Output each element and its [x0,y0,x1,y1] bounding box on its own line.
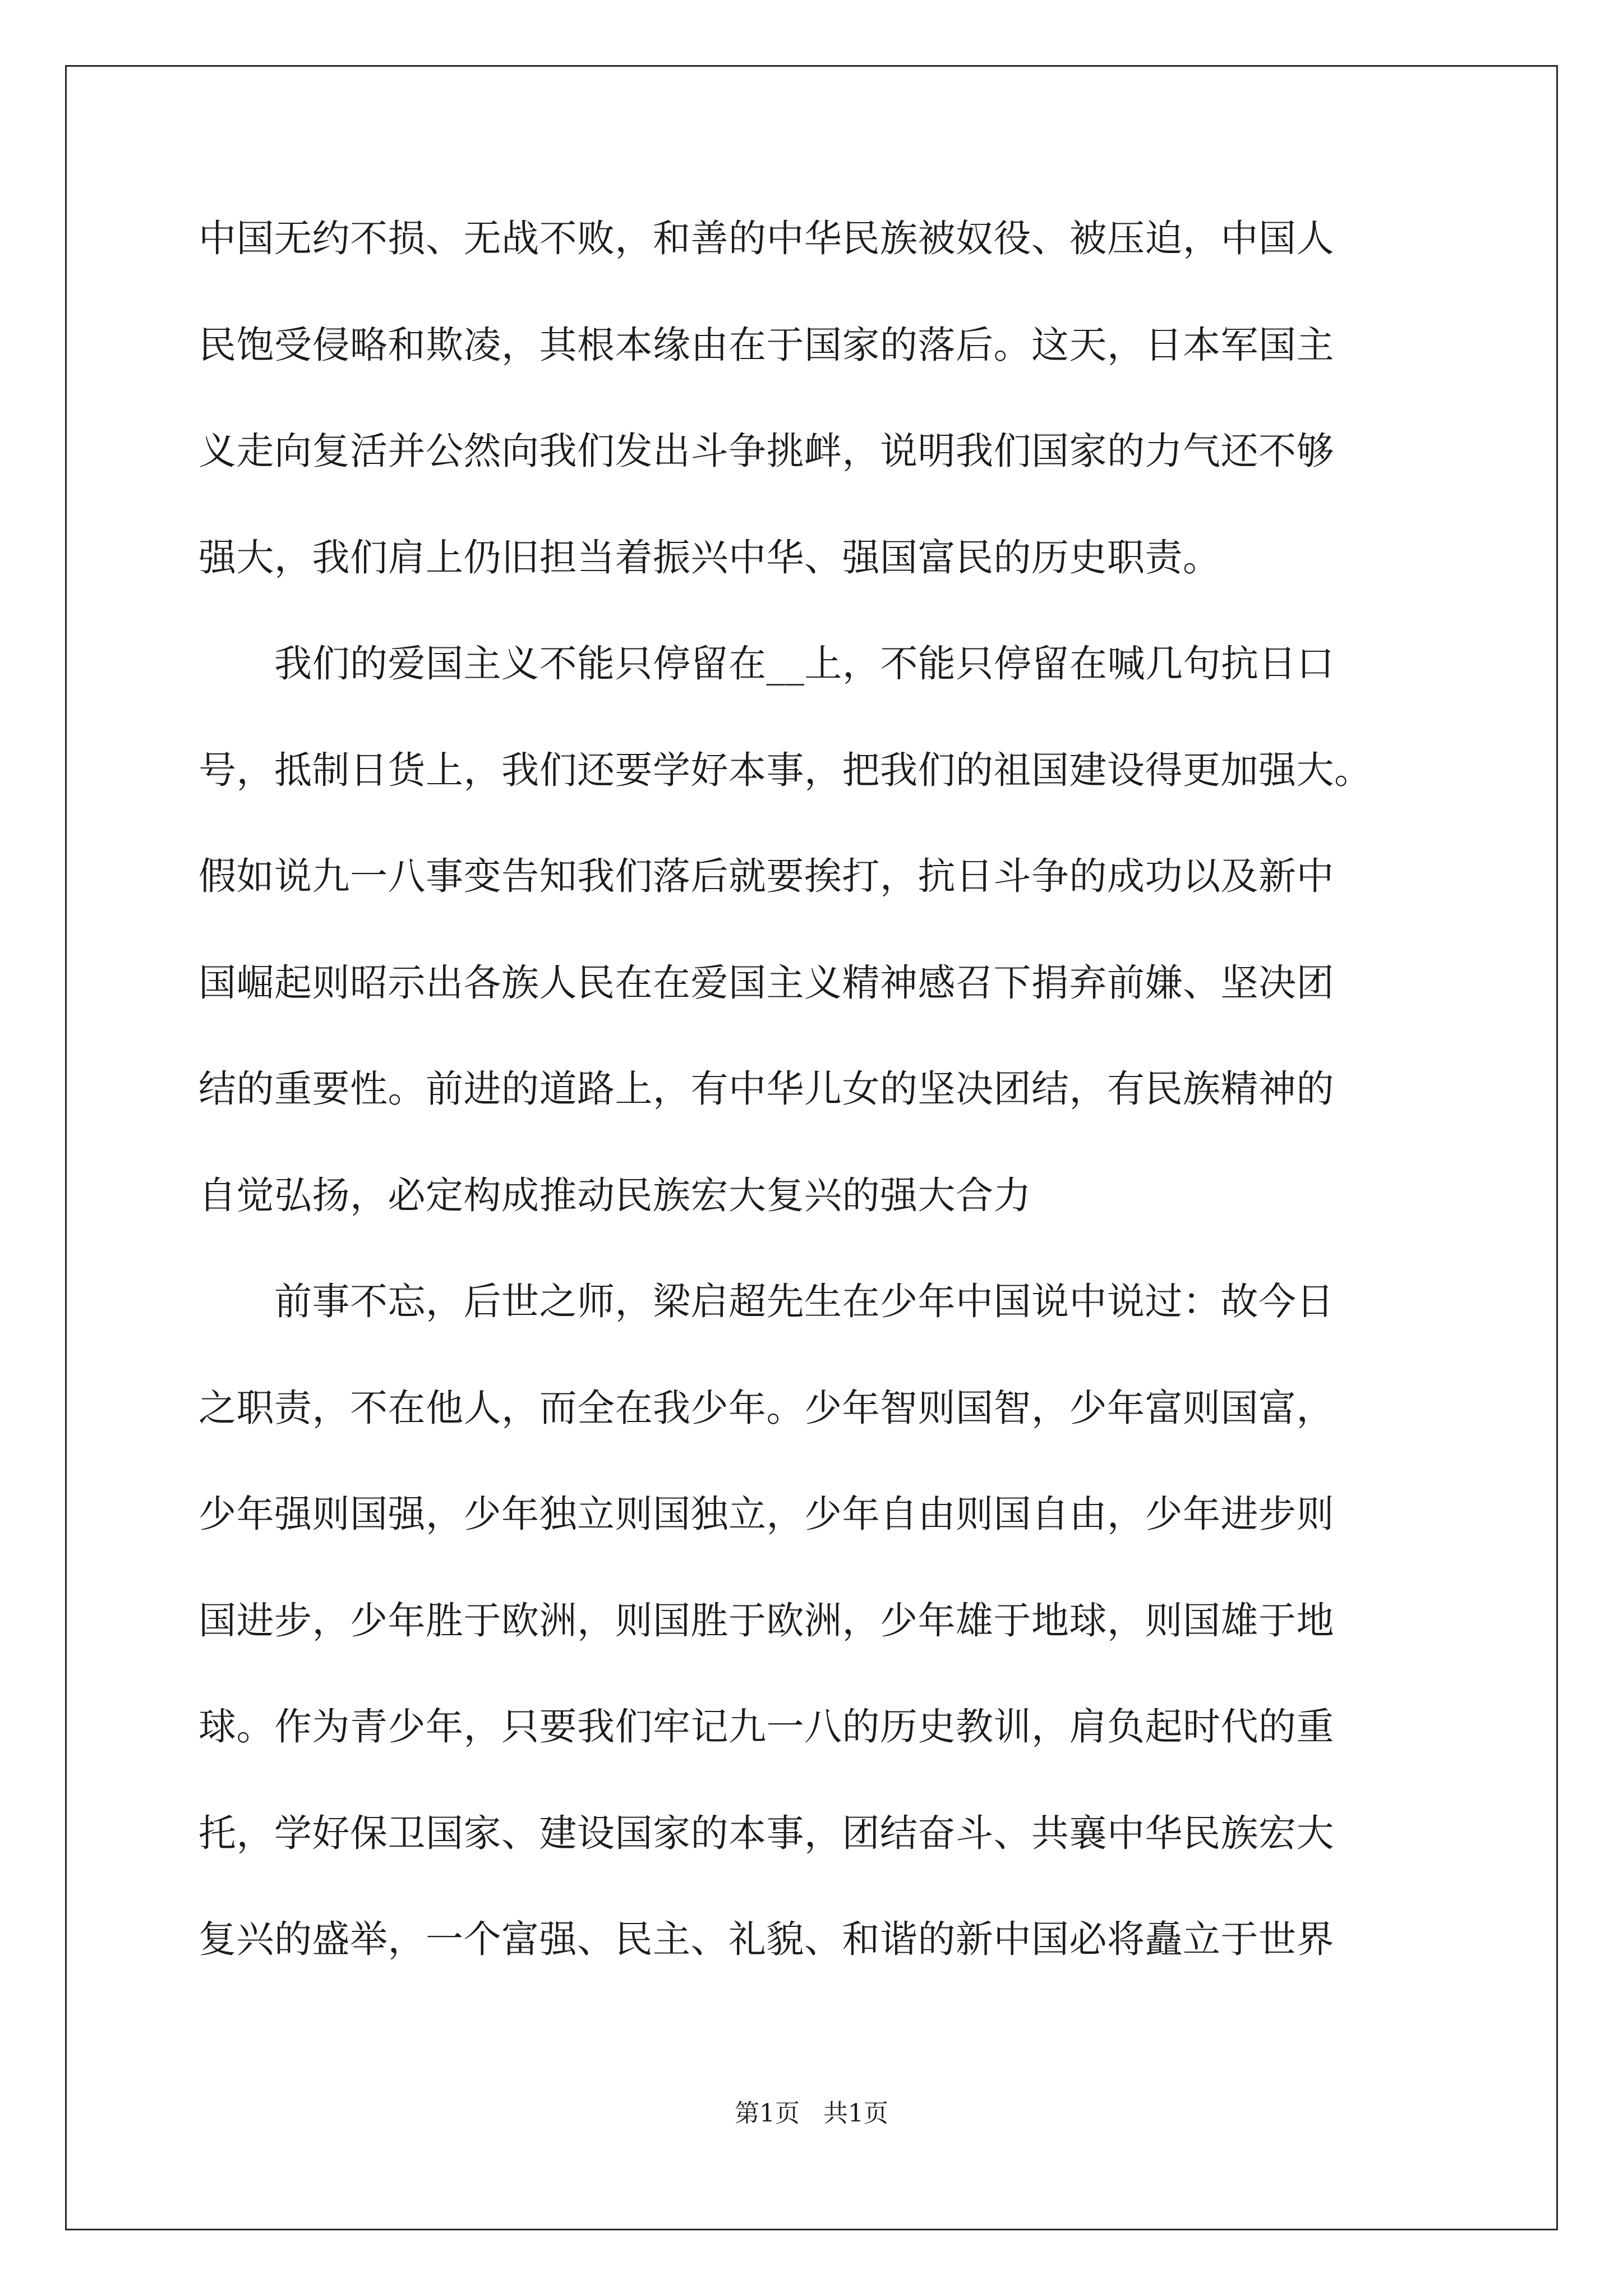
text-line: 托，学好保卫国家、建设国家的本事，团结奋斗、共襄中华民族宏大 [199,1811,1334,1855]
text-line: 国崛起则昭示出各族人民在在爱国主义精神感召下捐弃前嫌、坚决团 [199,960,1334,1005]
text-line: 中国无约不损、无战不败，和善的中华民族被奴役、被压迫，中国人 [199,217,1334,260]
text-line: 民饱受侵略和欺凌，其根本缘由在于国家的落后。这天，日本军国主 [199,323,1334,367]
text-line: 少年强则国强，少年独立则国独立，少年自由则国自由，少年进步则 [199,1492,1334,1536]
text-line: 复兴的盛举，一个富强、民主、礼貌、和谐的新中国必将矗立于世界 [199,1917,1334,1961]
text-line: 前事不忘，后世之师，梁启超先生在少年中国说中说过：故今日 [199,1280,1334,1323]
text-line: 义走向复活并公然向我们发出斗争挑衅，说明我们国家的力气还不够 [199,429,1334,473]
text-line: 假如说九一八事变告知我们落后就要挨打，抗日斗争的成功以及新中 [199,854,1334,898]
text-line: 号，抵制日货上，我们还要学好本事，把我们的祖国建设得更加强大。 [199,748,1372,792]
text-line: 球。作为青少年，只要我们牢记九一八的历史教训，肩负起时代的重 [199,1705,1334,1749]
text-line: 我们的爱国主义不能只停留在__上，不能只停留在喊几句抗日口 [199,642,1335,685]
page-total: 共1页 [823,2099,888,2128]
text-line: 之职责，不在他人，而全在我少年。少年智则国智，少年富则国富， [199,1386,1334,1430]
document-body [199,210,1432,2018]
text-line: 结的重要性。前进的道路上，有中华儿女的坚决团结，有民族精神的 [199,1067,1334,1111]
text-line: 自觉弘扬，必定构成推动民族宏大复兴的强大合力 [199,1173,1031,1217]
text-line: 国进步，少年胜于欧洲，则国胜于欧洲，少年雄于地球，则国雄于地 [199,1598,1334,1642]
page-footer [0,2097,1623,2131]
text-line: 强大，我们肩上仍旧担当着振兴中华、强国富民的历史职责。 [199,535,1221,579]
page-number: 第1页 [735,2099,800,2128]
